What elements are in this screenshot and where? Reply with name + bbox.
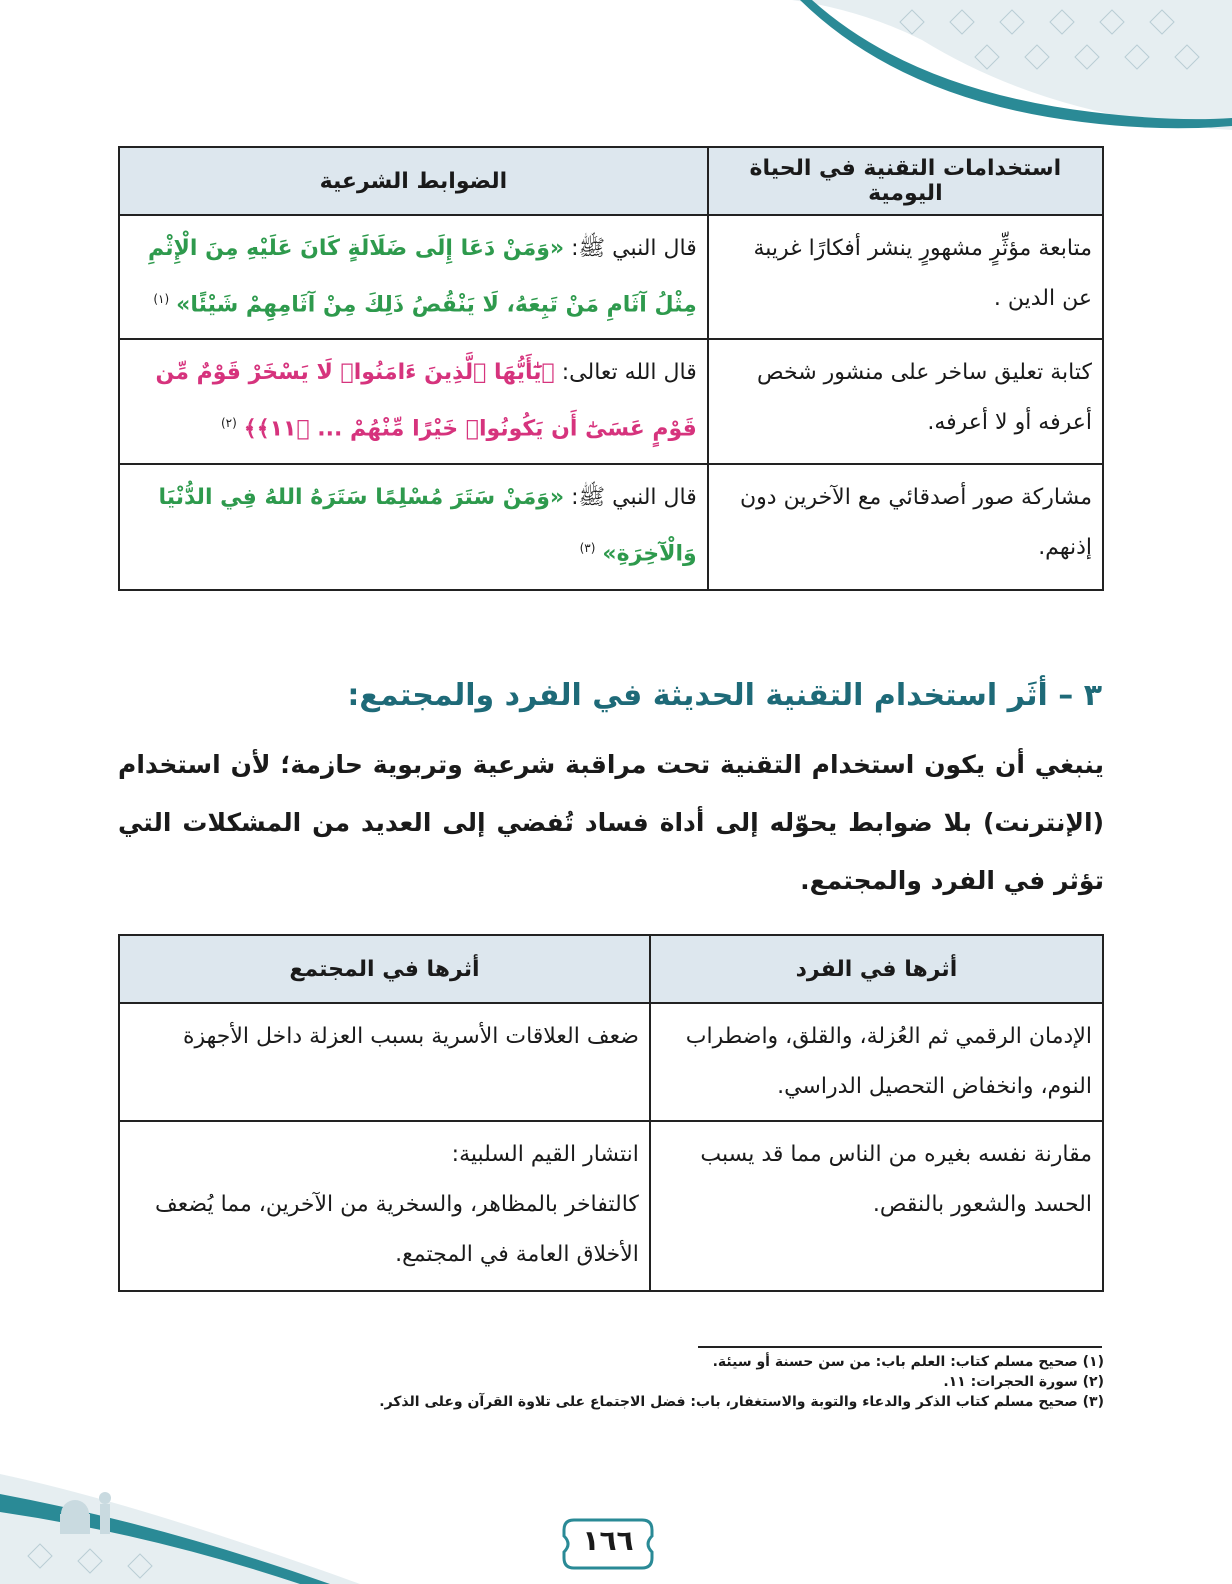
rule-cell xyxy=(119,215,708,339)
table-row xyxy=(119,1121,1103,1291)
header-rules: الضوابط الشرعية xyxy=(119,147,708,215)
footnote-divider xyxy=(698,1346,1102,1348)
individual-cell: مقارنة نفسه بغيره من الناس مما قد يسبب الحسد والشعور بالنقص. xyxy=(650,1121,1103,1291)
section-heading: ٣ – أثَر استخدام التقنية الحديثة في الفرد والمجتمع: xyxy=(347,678,1102,713)
society-cell xyxy=(119,1003,650,1121)
table-row xyxy=(119,464,1103,590)
use-cell: كتابة تعليق ساخر على منشور شخص أعرفه أو لا أعرفه. xyxy=(708,339,1103,463)
header-uses: استخدامات التقنية في الحياة اليومية xyxy=(708,147,1103,215)
footnote: (٢) سورة الحجرات: ١١. xyxy=(943,1374,1104,1390)
society-title: انتشار القيم السلبية: xyxy=(451,1142,639,1167)
footnote: (١) صحيح مسلم كتاب: العلم باب: من سن حسنة أو سيئة. xyxy=(712,1354,1104,1370)
header-individual: أثرها في الفرد xyxy=(650,935,1103,1003)
footnote-ref: (١) xyxy=(153,292,170,306)
header-society: أثرها في المجتمع xyxy=(119,935,650,1003)
rule-cell xyxy=(119,339,708,463)
society-cell xyxy=(119,1121,650,1291)
bottom-corner-ornament xyxy=(0,1434,360,1584)
footnote-ref: (٣) xyxy=(579,540,596,555)
table-row xyxy=(119,1003,1103,1121)
use-cell: متابعة مؤثِّرٍ مشهورٍ ينشر أفكارًا غريبة عن الدين . xyxy=(708,215,1103,339)
quran-text: ﴿يَٰٓأَيُّهَا ٱلَّذِينَ ءَامَنُوا۟ لَا يَسْخَرْ قَوْمٌ مِّن قَوْمٍ عَسَىٰٓ أَن يَكُونُوا۟ خَيْرًا مِّنْهُمْ ... ﴿١١﴾﴾ xyxy=(155,360,697,442)
section-paragraph: ينبغي أن يكون استخدام التقنية تحت مراقبة شرعية وتربوية حازمة؛ لأن استخدام (الإنترنت) بلا ضوابط يحوّله إلى أداة فساد تُفضي إلى العديد من المشكلات التي تؤثر في الفرد والمجتمع. xyxy=(118,750,1104,895)
rule-prefix: قال النبي ﷺ: xyxy=(571,484,697,510)
effects-table xyxy=(118,934,1104,1292)
rule-prefix: قال النبي ﷺ: xyxy=(571,236,697,261)
rule-prefix: قال الله تعالى: xyxy=(561,360,697,386)
table-row xyxy=(119,339,1103,463)
rule-cell xyxy=(119,464,708,590)
page-number: ١٦٦ xyxy=(582,1524,634,1557)
footnotes xyxy=(204,1352,1104,1412)
footnote: (٣) صحيح مسلم كتاب الذكر والدعاء والتوبة والاستغفار، باب: فضل الاجتماع على تلاوة القرآن وعلى الذكر. xyxy=(379,1394,1104,1410)
individual-cell: الإدمان الرقمي ثم العُزلة، والقلق، واضطراب النوم، وانخفاض التحصيل الدراسي. xyxy=(650,1003,1103,1121)
hadith-text: «وَمَنْ دَعَا إِلَى ضَلَالَةٍ كَانَ عَلَيْهِ مِنَ الْإِثْمِ مِثْلُ آثَامِ مَنْ تَبِعَهُ، لَا يَنْقُصُ ذَلِكَ مِنْ آثَامِهِمْ شَيْئًا» xyxy=(147,236,697,318)
top-corner-ornament xyxy=(792,0,1232,130)
society-text: كالتفاخر بالمظاهر، والسخرية من الآخرين، مما يُضعف الأخلاق العامة في المجتمع. xyxy=(155,1192,639,1267)
use-cell: مشاركة صور أصدقائي مع الآخرين دون إذنهم. xyxy=(708,464,1103,590)
hadith-text: «وَمَنْ سَتَرَ مُسْلِمًا سَتَرَهُ اللهُ فِي الدُّنْيَا وَالْآخِرَةِ» xyxy=(158,484,697,566)
footnote-ref: (٢) xyxy=(220,416,237,431)
table-row xyxy=(119,215,1103,339)
rules-table xyxy=(118,146,1104,591)
society-text: ضعف العلاقات الأسرية بسبب العزلة داخل الأجهزة xyxy=(182,1024,639,1049)
